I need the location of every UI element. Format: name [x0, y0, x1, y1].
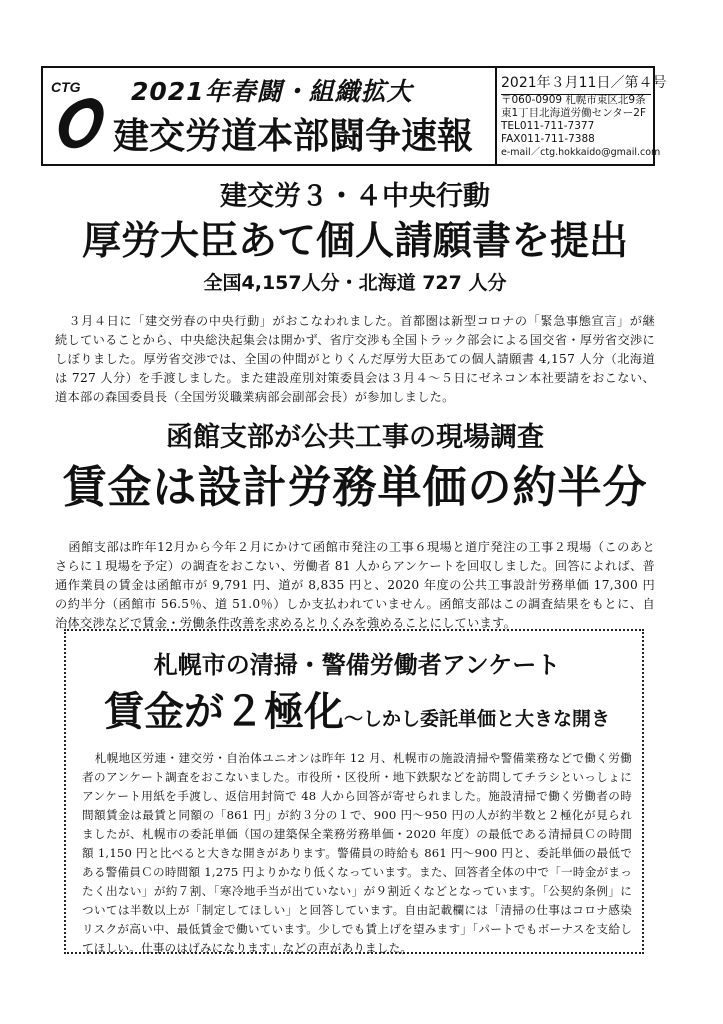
campaign-title: 2021年春闘・組織拡大 — [131, 77, 413, 106]
article-body: ３月４日に「建交労春の中央行動」がおこなわれました。首都圏は新型コロナの「緊急事態宣言」が継続していることから、中央総決起集会は開かず、省庁交渉も全国トラック部会による国交省・厚労省交渉にしぼりました。厚労省交渉では、全国の仲間がとりくんだ厚労大臣あての個人請願書 4,157 人分（北海道は 727 人分）を手渡しました。また建設産別対策委員会は３月４～５日にゼネコン本社要請をおこない、道本部の森国委員長（全国労災職業病部会副部会長）が参加しました。 — [55, 314, 655, 404]
article-central-action — [55, 178, 655, 407]
address-line: 〒060-0909 札幌市東区北9条 — [501, 94, 646, 106]
dotted-box — [64, 629, 644, 954]
article-body: 札幌地区労連・建交労・自治体ユニオンは昨年 12 月、札幌市の施設清掃や警備業務などで働く労働者のアンケート調査をおこないました。市役所・区役所・地下鉄駅などを訪問してチラシといっしょにアンケート用紙を手渡し、返信用封筒で 48 人から回答が寄せられました。施設清掃で働く労働者の時間額賃金は最賃と同額の「861 円」が約３分の１で、900 円～950 円の人が約半数と２極化が見られましたが、札幌市の委託単価（国の建築保全業務労務単価・2020 年度）の最低である清掃員Ｃの時間額 1,150 円と比べると大きな開きがあります。警備員の時給も 861 円～900 円と、委託単価の最低である警備員Ｃの時間額 1,275 円よりかなり低くなっています。また、回答者全体の中で「一時金がまったく出ない」が約７割、「寒冷地手当が出ていない」が９割近くなどとなっています。「公契約条例」については半数以上が「制定してほしい」と回答しています。自由記載欄には「清掃の仕事はコロナ感染リスクが高い中、最低賃金で働いています。少しでも賃上げを望みます」「パートでもボーナスを支給してほしい。仕事のはげみになります」などの声がありました。 — [82, 751, 632, 955]
article-heading-tail: ～しかし委託単価と大きな開き — [343, 708, 610, 730]
phone-number: TEL011-711-7377 — [501, 120, 595, 132]
fax-number: FAX011-711-7388 — [501, 133, 595, 145]
address-line: 東1丁目北海道労働センター2F — [501, 107, 646, 119]
bulletin-title: 建交労道本部闘争速報 — [113, 116, 474, 157]
masthead — [41, 66, 667, 166]
article-tagline: 全国4,157人分・北海道 727 人分 — [203, 272, 507, 294]
masthead-title-block — [43, 68, 497, 164]
article-hakodate-survey — [55, 418, 655, 633]
ctg-logo — [47, 74, 111, 158]
article-subheading: 函館支部が公共工事の現場調査 — [166, 422, 544, 453]
article-body: 函館支部は昨年12月から今年２月にかけて函館市発注の工事６現場と道庁発注の工事２現場（このあとさらに１現場を予定）の調査をおこない、労働者 81 人からアンケートを回収しました。回答によれば、普通作業員の賃金は函館市が 9,791 円、道が 8,835 円と、2020 年度の公共工事設計労務単価 17,300 円の約半分（函館市 56.5％、道 51.0％）しか支払われていません。函館支部はこの調査結果をもとに、自治体交渉などで賃金・労働条件改善を求めるとりくみを強めることにしています。 — [55, 540, 655, 630]
article-subheading: 札幌市の清掃・警備労働者アンケート — [153, 651, 561, 679]
article-heading: 賃金は設計労務単価の約半分 — [62, 462, 648, 513]
masthead-info-block — [497, 68, 667, 164]
article-sapporo-survey — [82, 645, 632, 958]
issue-date: 2021年３月11日／第４号 — [501, 72, 651, 95]
article-subheading: 建交労３・４中央行動 — [220, 181, 490, 212]
article-heading: 賃金が２極化 — [103, 689, 344, 735]
logo-text: CTG — [51, 79, 81, 95]
email-address: e-mail／ctg.hokkaido@gmail.com — [501, 147, 661, 158]
article-heading-row — [82, 685, 632, 739]
article-heading: 厚労大臣あて個人請願書を提出 — [81, 219, 628, 264]
